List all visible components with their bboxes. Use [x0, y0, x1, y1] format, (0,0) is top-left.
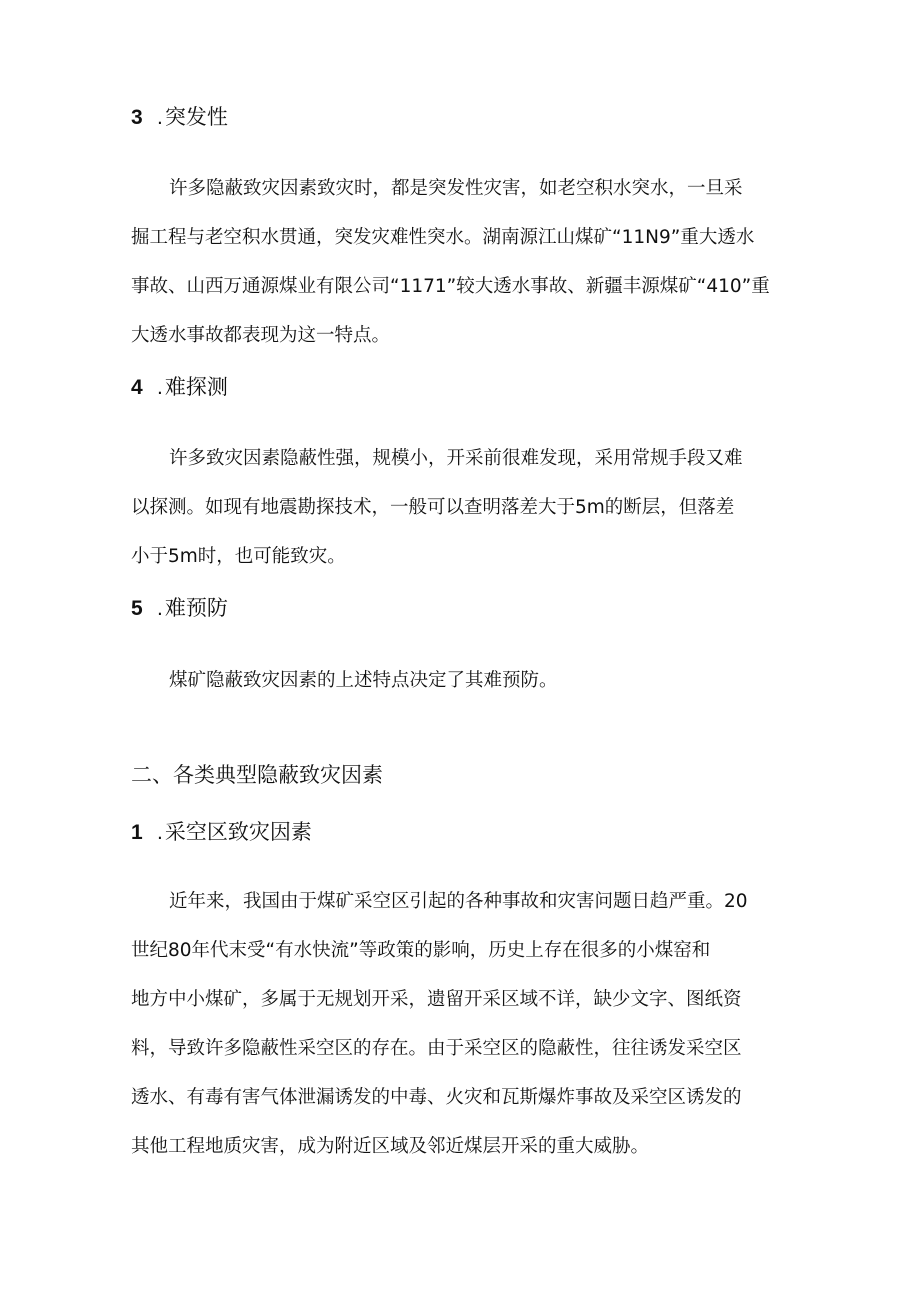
heading-dot: .	[157, 597, 163, 620]
paragraph-prevention	[131, 656, 791, 705]
heading-5	[131, 593, 228, 624]
paragraph-detection	[131, 434, 791, 581]
heading-number: 5	[131, 597, 143, 620]
paragraph-line: 近年来，我国由于煤矿采空区引起的各种事故和灾害问题日趋严重。20	[169, 891, 748, 912]
paragraph-line: 掘工程与老空积水贯通，突发灾难性突水。湖南源江山煤矿“11N9”重大透水	[131, 227, 755, 248]
heading-number: 1	[131, 821, 143, 844]
paragraph-line: 大透水事故都表现为这一特点。	[131, 325, 391, 346]
paragraph-line: 许多致灾因素隐蔽性强，规模小，开采前很难发现，采用常规手段又难	[169, 448, 743, 469]
heading-title: 采空区致灾因素	[164, 820, 312, 844]
section-title: 二、各类典型隐蔽致灾因素	[131, 763, 383, 787]
heading-number: 3	[131, 106, 143, 129]
heading-number: 4	[131, 376, 143, 399]
paragraph-line: 事故、山西万通源煤业有限公司“1171”较大透水事故、新疆丰源煤矿“410”重	[131, 276, 770, 297]
paragraph-line: 地方中小煤矿，多属于无规划开采，遗留开采区域不详，缺少文字、图纸资	[131, 989, 742, 1010]
heading-3	[131, 102, 228, 133]
heading-dot: .	[157, 821, 163, 844]
heading-title: 难预防	[164, 596, 228, 620]
paragraph-line: 以探测。如现有地震勘探技术，一般可以查明落差大于5m的断层，但落差	[131, 497, 735, 518]
heading-dot: .	[157, 376, 163, 399]
heading-title: 突发性	[164, 105, 228, 129]
paragraph-line: 小于5m时，也可能致灾。	[131, 546, 346, 567]
paragraph-sudden	[131, 164, 791, 360]
heading-dot: .	[157, 106, 163, 129]
paragraph-line: 其他工程地质灾害，成为附近区域及邻近煤层开采的重大威胁。	[131, 1136, 650, 1157]
paragraph-goaf	[131, 877, 791, 1171]
paragraph-line: 透水、有毒有害气体泄漏诱发的中毒、火灾和瓦斯爆炸事故及采空区诱发的	[131, 1087, 742, 1108]
heading-4	[131, 372, 228, 403]
paragraph-line: 料，导致许多隐蔽性采空区的存在。由于采空区的隐蔽性，往往诱发采空区	[131, 1038, 742, 1059]
heading-1	[131, 817, 312, 848]
paragraph-line: 世纪80年代末受“有水快流”等政策的影响，历史上存在很多的小煤窑和	[131, 940, 711, 961]
paragraph-line: 煤矿隐蔽致灾因素的上述特点决定了其难预防。	[169, 670, 558, 691]
heading-title: 难探测	[164, 375, 228, 399]
paragraph-line: 许多隐蔽致灾因素致灾时，都是突发性灾害，如老空积水突水，一旦采	[169, 178, 743, 199]
